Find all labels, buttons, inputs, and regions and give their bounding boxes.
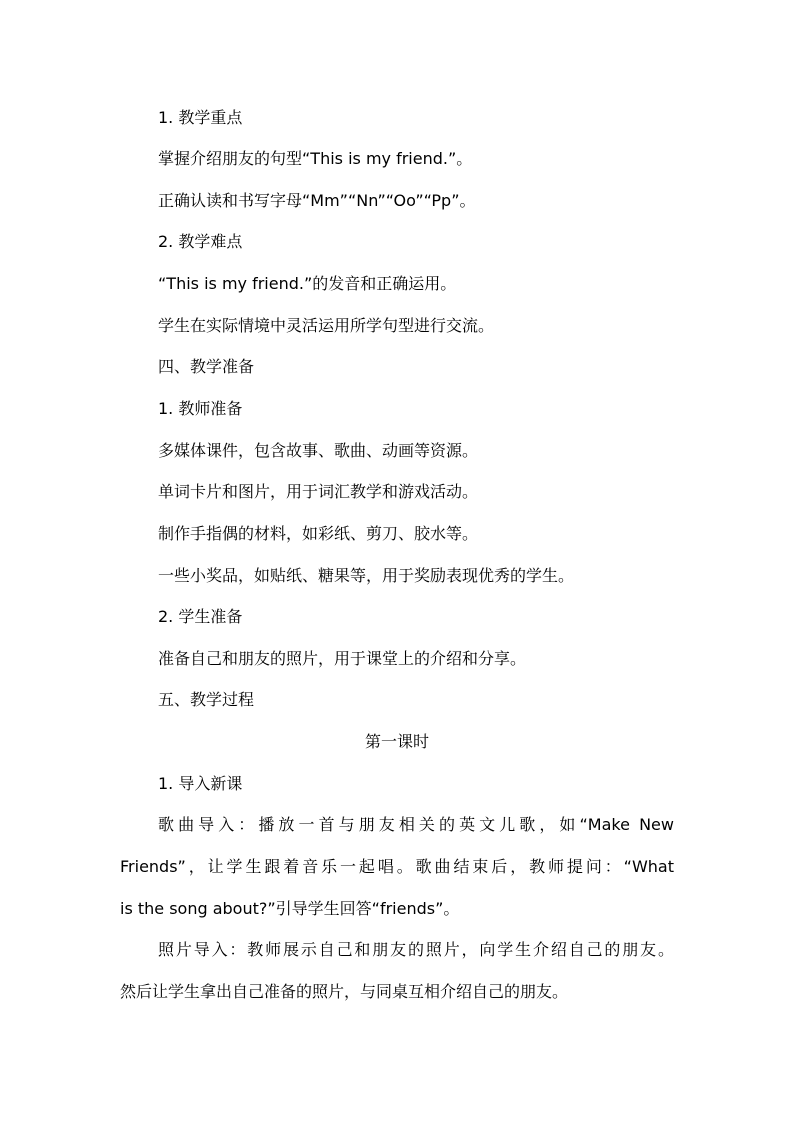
paragraph-line: 学生在实际情境中灵活运用所学句型进行交流。 [158, 316, 495, 335]
paragraph-line: “This is my friend.”的发音和正确运用。 [158, 274, 457, 293]
paragraph-line: Friends”，让学生跟着音乐一起唱。歌曲结束后，教师提问：“What [120, 857, 674, 876]
paragraph-line: 歌曲导入：播放一首与朋友相关的英文儿歌，如“Make New [158, 815, 674, 834]
heading-student-preparation: 2. 学生准备 [158, 607, 243, 626]
paragraph-line: 照片导入：教师展示自己和朋友的照片，向学生介绍自己的朋友。 [158, 940, 674, 959]
paragraph-line: 正确认读和书写字母“Mm”“Nn”“Oo”“Pp”。 [158, 191, 476, 210]
paragraph-line: 单词卡片和图片，用于词汇教学和游戏活动。 [158, 482, 479, 501]
paragraph-line: is the song about?”引导学生回答“friends”。 [120, 899, 460, 918]
heading-introduction: 1. 导入新课 [158, 774, 243, 793]
paragraph-line: 掌握介绍朋友的句型“This is my friend.”。 [158, 149, 473, 168]
heading-teacher-preparation: 1. 教师准备 [158, 399, 243, 418]
paragraph-line: 制作手指偶的材料，如彩纸、剪刀、胶水等。 [158, 524, 479, 543]
paragraph-line: 准备自己和朋友的照片，用于课堂上的介绍和分享。 [158, 649, 527, 668]
paragraph-line: 多媒体课件，包含故事、歌曲、动画等资源。 [158, 441, 479, 460]
paragraph-line: 一些小奖品，如贴纸、糖果等，用于奖励表现优秀的学生。 [158, 566, 575, 585]
heading-teaching-difficulty: 2. 教学难点 [158, 232, 243, 251]
section-heading-preparation: 四、教学准备 [158, 357, 255, 376]
section-heading-process: 五、教学过程 [158, 690, 255, 709]
paragraph-line: 然后让学生拿出自己准备的照片，与同桌互相介绍自己的朋友。 [120, 982, 569, 1001]
lesson-title: 第一课时 [364, 732, 429, 751]
heading-teaching-focus: 1. 教学重点 [158, 108, 243, 127]
